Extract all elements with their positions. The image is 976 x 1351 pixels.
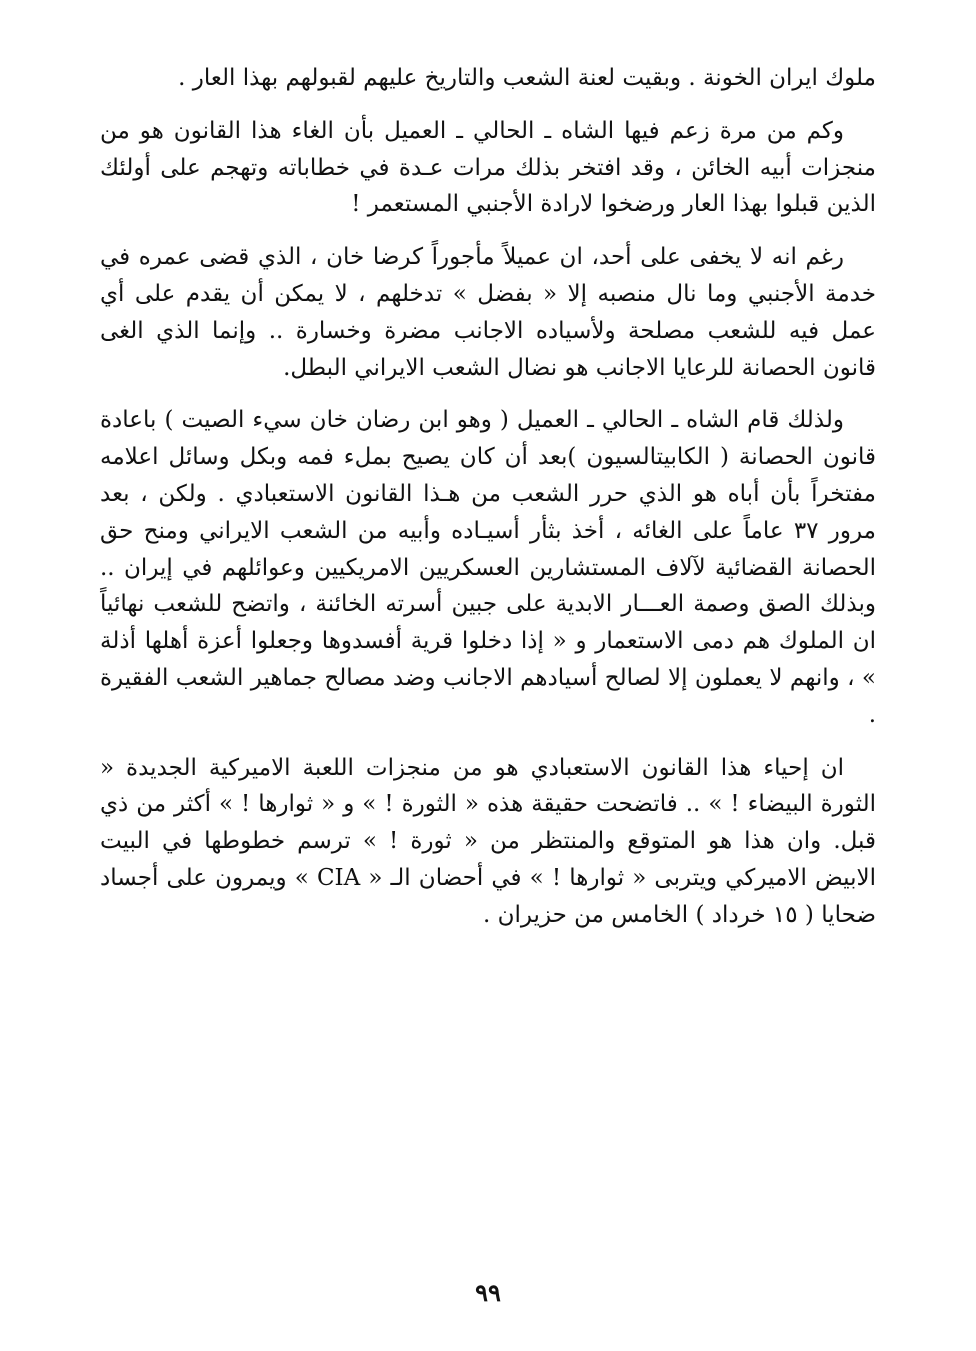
paragraph-2: وكم من مرة زعم فيها الشاه ـ الحالي ـ العميل بأن الغاء هذا القانون هو من منجزات أبيه الخائن ، وقد افتخر بذلك مرات عـدة في خطاباته وتهجم على أولئك الذين قبلوا بهذا العار ورضخوا لارادة الأجنبي المستعمر ! [100,117,876,218]
page-number: ٩٩ [475,1278,501,1307]
paragraph-1: ملوك ايران الخونة . وبقيت لعنة الشعب والتاريخ عليهم لقبولهم بهذا العار . [178,65,876,91]
paragraph-5: ان إحياء هذا القانون الاستعبادي هو من منجزات اللعبة الاميركية الجديدة « الثورة البيضاء ! » .. فاتضحت حقيقة هذه « الثورة ! » و « ثوارها ! » أكثر من ذي قبل. وان هذا هو المتوقع والمنتظر من « ثورة ! » ترسم خطوطها في البيت الابيض الاميركي ويتربى « ثوارها ! » في أحضان الـ « CIA » ويمرون على أجساد ضحايا ( ١٥ خرداد ) الخامس من حزيران . [100,754,876,928]
paragraph-4: ولذلك قام الشاه ـ الحالي ـ العميل ( وهو ابن رضان خان سيء الصيت ) باعادة قانون الحصانة ( الكابيتالسيون )بعد أن كان يصيح بملء فمه وبكل وسائل اعلامه مفتخراً بأن أباه هو الذي حرر الشعب من هـذا القانون الاستعبادي . ولكن ، بعد مرور ٣٧ عاماً على الغائه ، أخذ بثأر أسيـاده وأبيه من الشعب الايراني ومنح حق الحصانة القضائية لآلاف المستشارين العسكريين الامريكيين وعوائلهم في إيران .. وبذلك الصق وصمة العـــار الابدية على جبين أسرته الخائنة ، واتضح للشعب نهائياً ان الملوك هم دمى الاستعمار و « إذا دخلوا قرية أفسدوها وجعلوا أعزة أهلها أذلة » ، وانهم لا يعملون إلا لصالح أسيادهم الاجانب وضد مصالح جماهير الشعب الفقيرة . [100,407,876,728]
paragraph-3: رغم انه لا يخفى على أحد، ان عميلاً مأجوراً كرضا خان ، الذي قضى عمره في خدمة الأجنبي وما نال منصبه إلا « بفضل » تدخلهم ، لا يمكن أن يقدم على أي عمل فيه للشعب مصلحة ولأسياده الاجانب مضرة وخسارة .. وإنما الذي الغى قانون الحصانة للرعايا الاجانب هو نضال الشعب الايراني البطل. [100,244,876,381]
page-body [100,60,876,950]
